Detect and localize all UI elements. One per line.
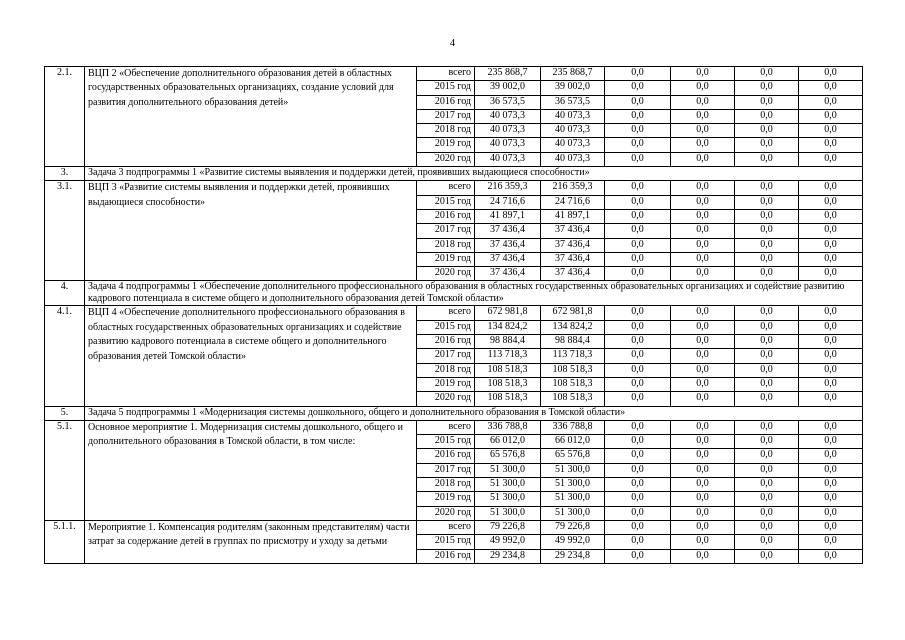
zero-amount-cell: 0,0 — [799, 349, 863, 363]
year-cell: всего — [417, 67, 475, 81]
source-amount-cell: 66 012,0 — [541, 435, 605, 449]
source-amount-cell: 336 788,8 — [541, 420, 605, 434]
source-amount-cell: 108 518,3 — [541, 363, 605, 377]
zero-amount-cell: 0,0 — [605, 67, 671, 81]
zero-amount-cell: 0,0 — [799, 252, 863, 266]
zero-amount-cell: 0,0 — [605, 435, 671, 449]
zero-amount-cell: 0,0 — [671, 267, 735, 281]
source-amount-cell: 40 073,3 — [541, 138, 605, 152]
source-amount-cell: 24 716,6 — [541, 195, 605, 209]
budget-table — [44, 66, 863, 564]
zero-amount-cell: 0,0 — [605, 349, 671, 363]
total-amount-cell: 51 300,0 — [475, 492, 541, 506]
zero-amount-cell: 0,0 — [671, 520, 735, 534]
total-amount-cell: 134 824,2 — [475, 320, 541, 334]
page-number: 4 — [449, 38, 456, 49]
zero-amount-cell: 0,0 — [671, 138, 735, 152]
zero-amount-cell: 0,0 — [799, 224, 863, 238]
zero-amount-cell: 0,0 — [735, 435, 799, 449]
year-cell: 2015 год — [417, 320, 475, 334]
section-number: 3. — [45, 167, 85, 181]
source-amount-cell: 40 073,3 — [541, 124, 605, 138]
total-amount-cell: 51 300,0 — [475, 463, 541, 477]
item-number: 4.1. — [45, 306, 85, 406]
zero-amount-cell: 0,0 — [735, 449, 799, 463]
year-cell: 2017 год — [417, 109, 475, 123]
zero-amount-cell: 0,0 — [605, 535, 671, 549]
total-amount-cell: 108 518,3 — [475, 363, 541, 377]
zero-amount-cell: 0,0 — [605, 138, 671, 152]
task-header-text: Задача 3 подпрограммы 1 «Развитие системы выявления и поддержки детей, проявивших выдающиеся способности» — [85, 167, 863, 181]
total-amount-cell: 113 718,3 — [475, 349, 541, 363]
zero-amount-cell: 0,0 — [605, 492, 671, 506]
zero-amount-cell: 0,0 — [671, 349, 735, 363]
zero-amount-cell: 0,0 — [671, 506, 735, 520]
zero-amount-cell: 0,0 — [799, 181, 863, 195]
zero-amount-cell: 0,0 — [671, 335, 735, 349]
zero-amount-cell: 0,0 — [799, 152, 863, 166]
total-amount-cell: 66 012,0 — [475, 435, 541, 449]
source-amount-cell: 37 436,4 — [541, 267, 605, 281]
zero-amount-cell: 0,0 — [735, 95, 799, 109]
zero-amount-cell: 0,0 — [671, 463, 735, 477]
zero-amount-cell: 0,0 — [735, 238, 799, 252]
zero-amount-cell: 0,0 — [735, 209, 799, 223]
zero-amount-cell: 0,0 — [735, 549, 799, 563]
year-cell: 2019 год — [417, 492, 475, 506]
total-amount-cell: 79 226,8 — [475, 520, 541, 534]
zero-amount-cell: 0,0 — [799, 209, 863, 223]
zero-amount-cell: 0,0 — [735, 67, 799, 81]
total-amount-cell: 108 518,3 — [475, 392, 541, 406]
zero-amount-cell: 0,0 — [605, 152, 671, 166]
zero-amount-cell: 0,0 — [735, 109, 799, 123]
zero-amount-cell: 0,0 — [671, 209, 735, 223]
zero-amount-cell: 0,0 — [799, 420, 863, 434]
year-cell: 2020 год — [417, 392, 475, 406]
source-amount-cell: 672 981,8 — [541, 306, 605, 320]
year-cell: 2016 год — [417, 95, 475, 109]
zero-amount-cell: 0,0 — [671, 420, 735, 434]
zero-amount-cell: 0,0 — [799, 81, 863, 95]
zero-amount-cell: 0,0 — [671, 549, 735, 563]
zero-amount-cell: 0,0 — [735, 520, 799, 534]
zero-amount-cell: 0,0 — [735, 224, 799, 238]
source-amount-cell: 40 073,3 — [541, 109, 605, 123]
source-amount-cell: 113 718,3 — [541, 349, 605, 363]
zero-amount-cell: 0,0 — [605, 267, 671, 281]
zero-amount-cell: 0,0 — [671, 492, 735, 506]
total-amount-cell: 39 002,0 — [475, 81, 541, 95]
item-number: 5.1. — [45, 420, 85, 520]
zero-amount-cell: 0,0 — [605, 335, 671, 349]
source-amount-cell: 36 573,5 — [541, 95, 605, 109]
zero-amount-cell: 0,0 — [605, 224, 671, 238]
total-amount-cell: 49 992,0 — [475, 535, 541, 549]
zero-amount-cell: 0,0 — [735, 492, 799, 506]
zero-amount-cell: 0,0 — [799, 67, 863, 81]
year-cell: 2020 год — [417, 152, 475, 166]
zero-amount-cell: 0,0 — [799, 392, 863, 406]
zero-amount-cell: 0,0 — [735, 478, 799, 492]
zero-amount-cell: 0,0 — [671, 435, 735, 449]
zero-amount-cell: 0,0 — [605, 420, 671, 434]
table-row — [45, 520, 863, 534]
year-cell: 2018 год — [417, 478, 475, 492]
table-row — [45, 420, 863, 434]
task-header-row — [45, 167, 863, 181]
zero-amount-cell: 0,0 — [671, 238, 735, 252]
source-amount-cell: 108 518,3 — [541, 377, 605, 391]
zero-amount-cell: 0,0 — [735, 463, 799, 477]
zero-amount-cell: 0,0 — [671, 67, 735, 81]
zero-amount-cell: 0,0 — [605, 449, 671, 463]
zero-amount-cell: 0,0 — [671, 252, 735, 266]
zero-amount-cell: 0,0 — [735, 181, 799, 195]
source-amount-cell: 49 992,0 — [541, 535, 605, 549]
year-cell: 2015 год — [417, 81, 475, 95]
zero-amount-cell: 0,0 — [799, 492, 863, 506]
source-amount-cell: 37 436,4 — [541, 224, 605, 238]
total-amount-cell: 24 716,6 — [475, 195, 541, 209]
zero-amount-cell: 0,0 — [735, 335, 799, 349]
zero-amount-cell: 0,0 — [605, 506, 671, 520]
source-amount-cell: 41 897,1 — [541, 209, 605, 223]
zero-amount-cell: 0,0 — [605, 377, 671, 391]
zero-amount-cell: 0,0 — [671, 377, 735, 391]
item-name: Мероприятие 1. Компенсация родителям (законным представителям) части затрат за содержание детей в группах по присмотру и уходу за детьми — [85, 520, 417, 563]
zero-amount-cell: 0,0 — [735, 267, 799, 281]
source-amount-cell: 51 300,0 — [541, 478, 605, 492]
item-name: Основное мероприятие 1. Модернизация системы дошкольного, общего и дополнительного образования в Томской области, в том числе: — [85, 420, 417, 520]
item-number: 5.1.1. — [45, 520, 85, 563]
zero-amount-cell: 0,0 — [799, 520, 863, 534]
year-cell: 2018 год — [417, 124, 475, 138]
zero-amount-cell: 0,0 — [605, 363, 671, 377]
year-cell: всего — [417, 181, 475, 195]
total-amount-cell: 37 436,4 — [475, 238, 541, 252]
source-amount-cell: 51 300,0 — [541, 492, 605, 506]
zero-amount-cell: 0,0 — [735, 124, 799, 138]
year-cell: 2016 год — [417, 549, 475, 563]
table-row — [45, 181, 863, 195]
year-cell: 2019 год — [417, 138, 475, 152]
task-header-row — [45, 406, 863, 420]
total-amount-cell: 40 073,3 — [475, 124, 541, 138]
year-cell: всего — [417, 306, 475, 320]
zero-amount-cell: 0,0 — [735, 306, 799, 320]
item-number: 3.1. — [45, 181, 85, 281]
zero-amount-cell: 0,0 — [735, 81, 799, 95]
zero-amount-cell: 0,0 — [671, 95, 735, 109]
zero-amount-cell: 0,0 — [799, 267, 863, 281]
total-amount-cell: 108 518,3 — [475, 377, 541, 391]
zero-amount-cell: 0,0 — [799, 377, 863, 391]
source-amount-cell: 79 226,8 — [541, 520, 605, 534]
table-body — [45, 67, 863, 564]
zero-amount-cell: 0,0 — [735, 363, 799, 377]
zero-amount-cell: 0,0 — [799, 449, 863, 463]
year-cell: 2017 год — [417, 463, 475, 477]
zero-amount-cell: 0,0 — [735, 392, 799, 406]
table-row — [45, 67, 863, 81]
zero-amount-cell: 0,0 — [735, 377, 799, 391]
year-cell: 2016 год — [417, 449, 475, 463]
zero-amount-cell: 0,0 — [605, 252, 671, 266]
total-amount-cell: 235 868,7 — [475, 67, 541, 81]
source-amount-cell: 29 234,8 — [541, 549, 605, 563]
zero-amount-cell: 0,0 — [605, 81, 671, 95]
zero-amount-cell: 0,0 — [799, 306, 863, 320]
zero-amount-cell: 0,0 — [671, 478, 735, 492]
year-cell: 2020 год — [417, 267, 475, 281]
total-amount-cell: 36 573,5 — [475, 95, 541, 109]
section-number: 5. — [45, 406, 85, 420]
year-cell: 2017 год — [417, 224, 475, 238]
zero-amount-cell: 0,0 — [671, 195, 735, 209]
zero-amount-cell: 0,0 — [799, 463, 863, 477]
year-cell: всего — [417, 520, 475, 534]
source-amount-cell: 235 868,7 — [541, 67, 605, 81]
zero-amount-cell: 0,0 — [671, 306, 735, 320]
zero-amount-cell: 0,0 — [735, 195, 799, 209]
source-amount-cell: 39 002,0 — [541, 81, 605, 95]
total-amount-cell: 51 300,0 — [475, 506, 541, 520]
zero-amount-cell: 0,0 — [605, 320, 671, 334]
zero-amount-cell: 0,0 — [605, 463, 671, 477]
zero-amount-cell: 0,0 — [605, 124, 671, 138]
source-amount-cell: 37 436,4 — [541, 238, 605, 252]
total-amount-cell: 65 576,8 — [475, 449, 541, 463]
zero-amount-cell: 0,0 — [671, 181, 735, 195]
total-amount-cell: 40 073,3 — [475, 109, 541, 123]
table-row — [45, 306, 863, 320]
zero-amount-cell: 0,0 — [605, 238, 671, 252]
zero-amount-cell: 0,0 — [799, 124, 863, 138]
zero-amount-cell: 0,0 — [671, 363, 735, 377]
zero-amount-cell: 0,0 — [799, 478, 863, 492]
year-cell: 2015 год — [417, 435, 475, 449]
total-amount-cell: 37 436,4 — [475, 267, 541, 281]
zero-amount-cell: 0,0 — [735, 506, 799, 520]
total-amount-cell: 672 981,8 — [475, 306, 541, 320]
year-cell: 2018 год — [417, 363, 475, 377]
zero-amount-cell: 0,0 — [735, 138, 799, 152]
zero-amount-cell: 0,0 — [605, 549, 671, 563]
total-amount-cell: 29 234,8 — [475, 549, 541, 563]
zero-amount-cell: 0,0 — [799, 435, 863, 449]
task-header-row — [45, 281, 863, 306]
zero-amount-cell: 0,0 — [671, 320, 735, 334]
zero-amount-cell: 0,0 — [735, 420, 799, 434]
total-amount-cell: 41 897,1 — [475, 209, 541, 223]
zero-amount-cell: 0,0 — [605, 306, 671, 320]
total-amount-cell: 37 436,4 — [475, 224, 541, 238]
year-cell: 2019 год — [417, 377, 475, 391]
zero-amount-cell: 0,0 — [671, 535, 735, 549]
item-number: 2.1. — [45, 67, 85, 167]
source-amount-cell: 98 884,4 — [541, 335, 605, 349]
zero-amount-cell: 0,0 — [735, 535, 799, 549]
year-cell: всего — [417, 420, 475, 434]
zero-amount-cell: 0,0 — [605, 181, 671, 195]
zero-amount-cell: 0,0 — [735, 349, 799, 363]
item-name: ВЦП 4 «Обеспечение дополнительного профессионального образования в областных государственных образовательных организациях и содействие развитию кадрового потенциала в системе общего и дополнительного образования детей Томской области» — [85, 306, 417, 406]
source-amount-cell: 108 518,3 — [541, 392, 605, 406]
total-amount-cell: 40 073,3 — [475, 152, 541, 166]
year-cell: 2018 год — [417, 238, 475, 252]
year-cell: 2015 год — [417, 195, 475, 209]
source-amount-cell: 37 436,4 — [541, 252, 605, 266]
zero-amount-cell: 0,0 — [799, 138, 863, 152]
zero-amount-cell: 0,0 — [671, 81, 735, 95]
source-amount-cell: 134 824,2 — [541, 320, 605, 334]
zero-amount-cell: 0,0 — [799, 335, 863, 349]
source-amount-cell: 51 300,0 — [541, 506, 605, 520]
zero-amount-cell: 0,0 — [799, 238, 863, 252]
item-name: ВЦП 3 «Развитие системы выявления и поддержки детей, проявивших выдающиеся способности» — [85, 181, 417, 281]
year-cell: 2016 год — [417, 335, 475, 349]
year-cell: 2017 год — [417, 349, 475, 363]
zero-amount-cell: 0,0 — [671, 224, 735, 238]
year-cell: 2019 год — [417, 252, 475, 266]
year-cell: 2020 год — [417, 506, 475, 520]
zero-amount-cell: 0,0 — [799, 109, 863, 123]
zero-amount-cell: 0,0 — [605, 109, 671, 123]
year-cell: 2016 год — [417, 209, 475, 223]
source-amount-cell: 216 359,3 — [541, 181, 605, 195]
zero-amount-cell: 0,0 — [671, 392, 735, 406]
total-amount-cell: 336 788,8 — [475, 420, 541, 434]
section-number: 4. — [45, 281, 85, 306]
zero-amount-cell: 0,0 — [605, 478, 671, 492]
total-amount-cell: 98 884,4 — [475, 335, 541, 349]
source-amount-cell: 65 576,8 — [541, 449, 605, 463]
zero-amount-cell: 0,0 — [799, 549, 863, 563]
zero-amount-cell: 0,0 — [671, 124, 735, 138]
zero-amount-cell: 0,0 — [605, 95, 671, 109]
zero-amount-cell: 0,0 — [605, 520, 671, 534]
task-header-text: Задача 5 подпрограммы 1 «Модернизация системы дошкольного, общего и дополнительного образования в Томской области» — [85, 406, 863, 420]
zero-amount-cell: 0,0 — [799, 535, 863, 549]
zero-amount-cell: 0,0 — [605, 195, 671, 209]
zero-amount-cell: 0,0 — [605, 392, 671, 406]
source-amount-cell: 51 300,0 — [541, 463, 605, 477]
zero-amount-cell: 0,0 — [671, 449, 735, 463]
zero-amount-cell: 0,0 — [799, 95, 863, 109]
total-amount-cell: 51 300,0 — [475, 478, 541, 492]
total-amount-cell: 40 073,3 — [475, 138, 541, 152]
item-name: ВЦП 2 «Обеспечение дополнительного образования детей в областных государственных образовательных организациях, создание условий для развития дополнительного образования детей» — [85, 67, 417, 167]
zero-amount-cell: 0,0 — [799, 320, 863, 334]
year-cell: 2015 год — [417, 535, 475, 549]
zero-amount-cell: 0,0 — [735, 152, 799, 166]
zero-amount-cell: 0,0 — [735, 252, 799, 266]
source-amount-cell: 40 073,3 — [541, 152, 605, 166]
task-header-text: Задача 4 подпрограммы 1 «Обеспечение дополнительного профессионального образования в областных государственных образовательных организациях и содействие развитию кадрового потенциала в системе общего и дополнительного образования детей Томской области» — [85, 281, 863, 306]
zero-amount-cell: 0,0 — [605, 209, 671, 223]
zero-amount-cell: 0,0 — [671, 109, 735, 123]
zero-amount-cell: 0,0 — [735, 320, 799, 334]
zero-amount-cell: 0,0 — [799, 506, 863, 520]
total-amount-cell: 37 436,4 — [475, 252, 541, 266]
total-amount-cell: 216 359,3 — [475, 181, 541, 195]
zero-amount-cell: 0,0 — [671, 152, 735, 166]
zero-amount-cell: 0,0 — [799, 195, 863, 209]
zero-amount-cell: 0,0 — [799, 363, 863, 377]
